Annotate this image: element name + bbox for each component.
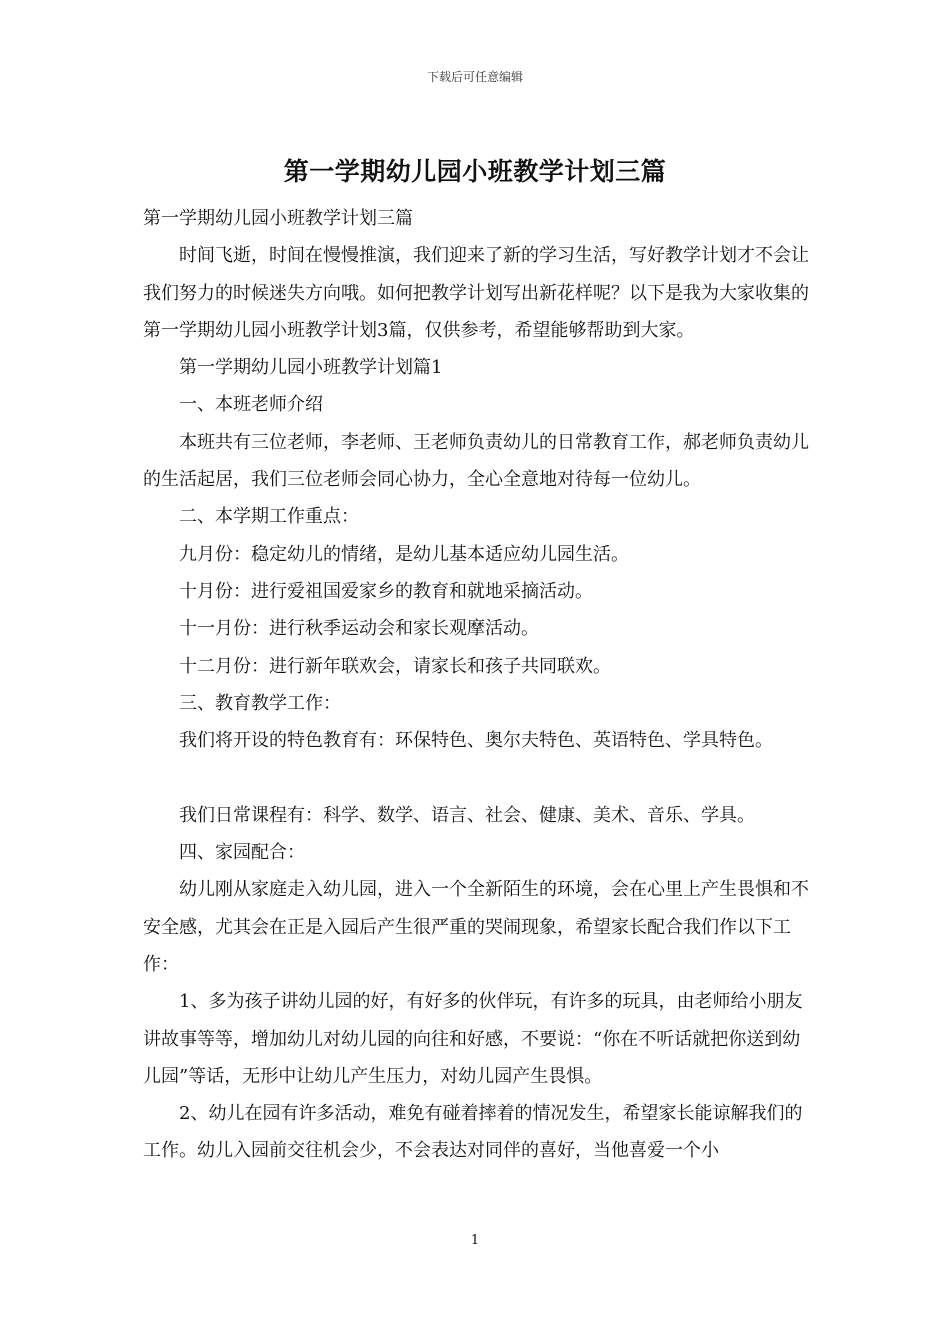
december-item: 十二月份：进行新年联欢会，请家长和孩子共同联欢。 [179, 655, 611, 677]
document-body [143, 200, 811, 1170]
september-item: 九月份：稳定幼儿的情绪，是幼儿基本适应幼儿园生活。 [179, 543, 629, 565]
subtitle-paragraph: 第一学期幼儿园小班教学计划三篇 [143, 208, 413, 229]
heading-teachers: 一、本班老师介绍 [179, 394, 323, 416]
teachers-paragraph: 本班共有三位老师，李老师、王老师负责幼儿的日常教育工作，郝老师负责幼儿的生活起居，我们三位老师会同心协力，全心全意地对待每一位幼儿。 [143, 431, 809, 491]
intro-paragraph: 时间飞逝，时间在慢慢推演，我们迎来了新的学习生活，写好教学计划才不会让我们努力的时候迷失方向哦。如何把教学计划写出新花样呢？以下是我为大家收集的第一学期幼儿园小班教学计划3篇，仅供参考，希望能够帮助到大家。 [143, 245, 809, 341]
featured-education-paragraph: 我们将开设的特色教育有：环保特色、奥尔夫特色、英语特色、学具特色。 [179, 730, 773, 752]
cooperation-intro-paragraph: 幼儿刚从家庭走入幼儿园，进入一个全新陌生的环境，会在心里上产生畏惧和不安全感，尤其会在正是入园后产生很严重的哭闹现象，希望家长配合我们作以下工作： [143, 879, 809, 975]
cooperation-item-1: 1、多为孩子讲幼儿园的好，有好多的伙伴玩，有许多的玩具，由老师给小朋友讲故事等等，增加幼儿对幼儿园的向往和好感，不要说：“你在不听话就把你送到幼儿园”等话，无形中让幼儿产生压力，对幼儿园产生畏惧。 [143, 991, 803, 1087]
header-note: 下载后可任意编辑 [426, 70, 523, 84]
daily-courses-paragraph: 我们日常课程有：科学、数学、语言、社会、健康、美术、音乐、学具。 [179, 804, 755, 826]
heading-key-work: 二、本学期工作重点： [179, 506, 359, 528]
heading-teaching-work: 三、教育教学工作： [179, 692, 341, 714]
section-heading-plan-1: 第一学期幼儿园小班教学计划篇1 [179, 357, 443, 379]
heading-home-cooperation: 四、家园配合： [179, 842, 305, 864]
cooperation-item-2: 2、幼儿在园有许多活动，难免有碰着摔着的情况发生，希望家长能谅解我们的工作。幼儿入园前交往机会少，不会表达对同伴的喜好，当他喜爱一个小 [143, 1103, 803, 1162]
document-title: 第一学期幼儿园小班教学计划三篇 [283, 157, 667, 186]
november-item: 十一月份：进行秋季运动会和家长观摩活动。 [179, 618, 539, 640]
october-item: 十月份：进行爱祖国爱家乡的教育和就地采摘活动。 [179, 580, 593, 602]
page-number: 1 [470, 1233, 480, 1248]
